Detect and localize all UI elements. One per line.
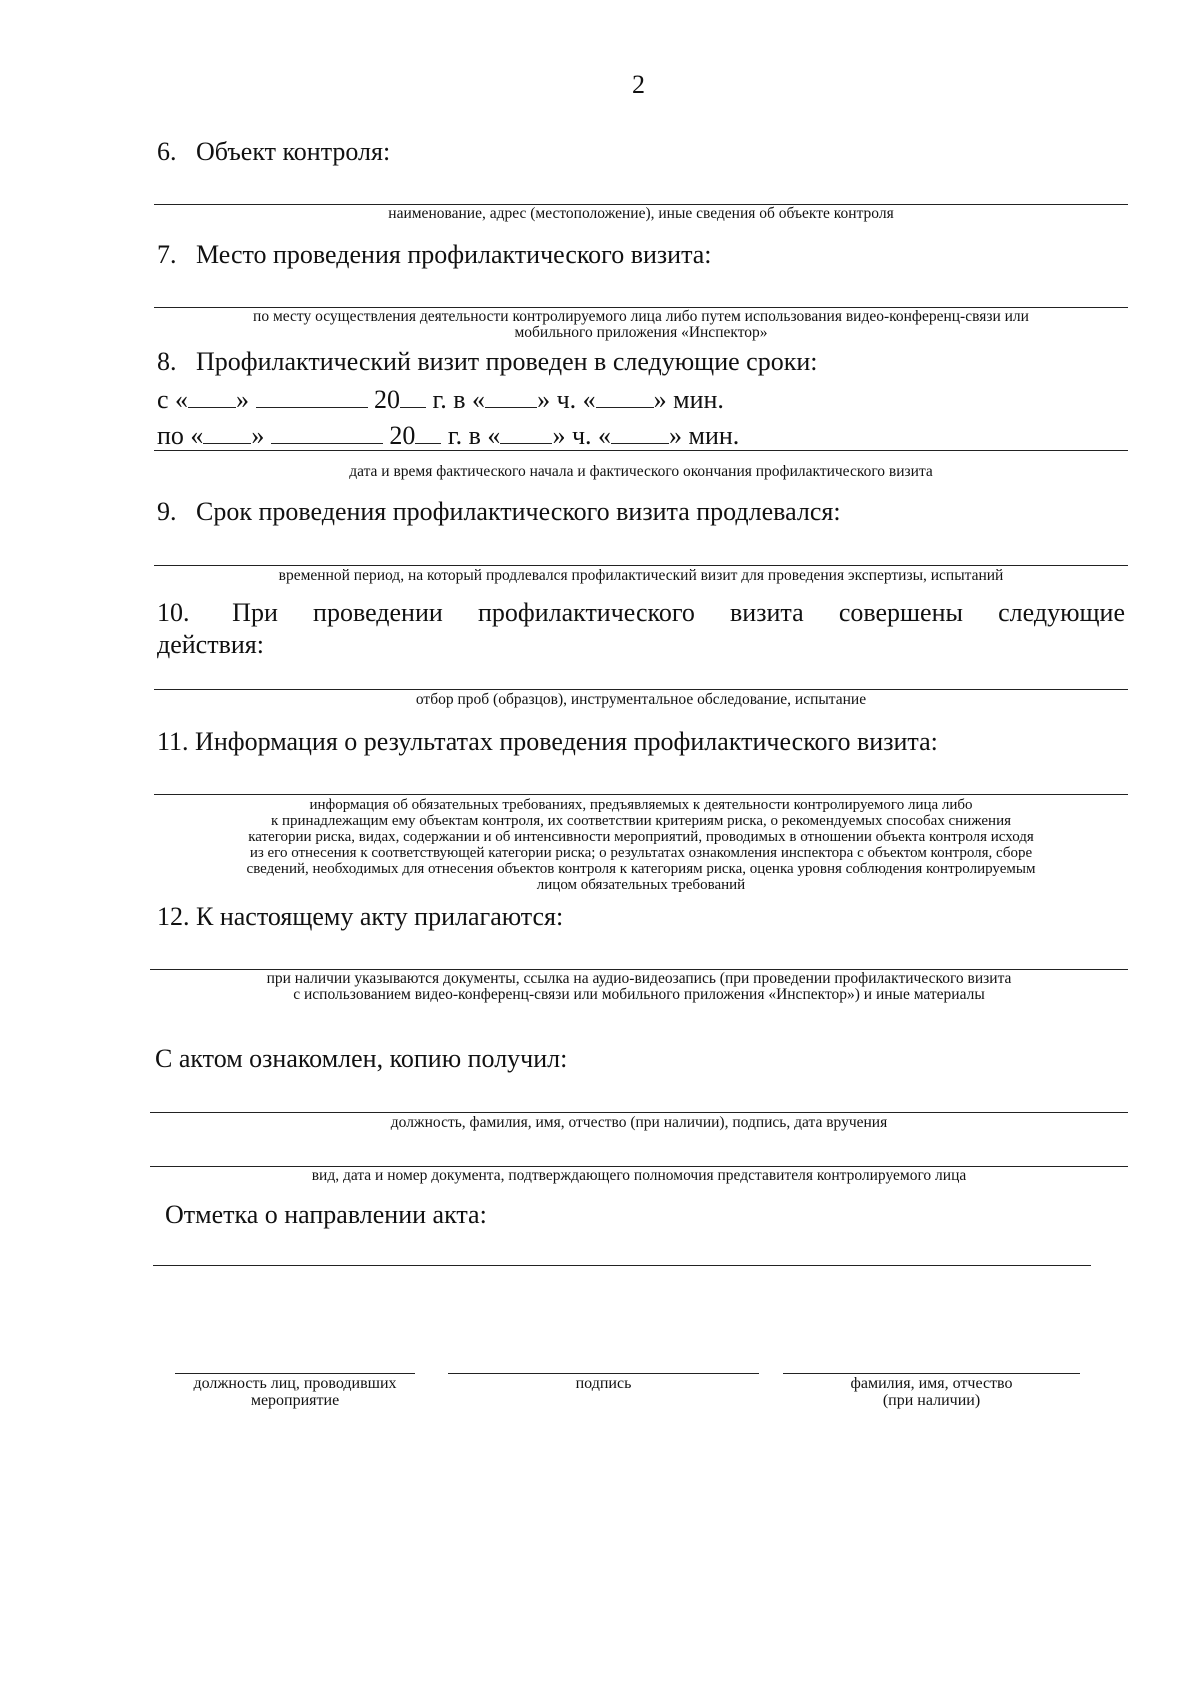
title-word: совершены bbox=[838, 598, 963, 627]
field-caption-line: информация об обязательных требованиях, предъявляемых к деятельности контролируемого лица либо bbox=[309, 797, 973, 813]
section-9-heading bbox=[157, 497, 841, 527]
section-number: 9. bbox=[157, 497, 177, 526]
month-blank bbox=[256, 387, 368, 408]
section-number: 10. bbox=[157, 598, 190, 627]
mark-heading: Отметка о направлении акта: bbox=[165, 1200, 487, 1229]
day-blank bbox=[203, 423, 251, 444]
section-8-heading bbox=[157, 347, 817, 377]
title-word: При bbox=[232, 598, 278, 627]
fill-line bbox=[154, 565, 1128, 566]
field-caption-line: с использованием видео-конференц-связи или мобильного приложения «Инспектор») и иные материалы bbox=[293, 986, 985, 1003]
end-date-line bbox=[157, 421, 739, 451]
fill-line bbox=[153, 1265, 1091, 1266]
field-caption-line: из его отнесения к соответствующей категории риска; о результатах ознакомления инспектора с объектом контроля, сборе bbox=[249, 845, 1033, 861]
signature-caption: подпись bbox=[575, 1375, 632, 1392]
hour-blank bbox=[485, 387, 537, 408]
field-caption: временной период, на который продлевался профилактический визит для проведения экспертизы, испытаний bbox=[278, 567, 1004, 584]
fill-line bbox=[150, 1112, 1128, 1113]
section-6-heading bbox=[157, 137, 390, 167]
quote-close: » bbox=[251, 421, 265, 450]
quote-close: » bbox=[236, 385, 250, 414]
to-prefix: по « bbox=[157, 421, 204, 450]
day-blank bbox=[188, 387, 236, 408]
month-blank bbox=[271, 423, 383, 444]
hour-blank bbox=[500, 423, 552, 444]
field-caption: вид, дата и номер документа, подтверждающего полномочия представителя контролируемого лица bbox=[311, 1167, 967, 1184]
hour-suffix: » ч. « bbox=[552, 421, 612, 450]
section-title-continuation: действия: bbox=[157, 630, 264, 659]
section-title: К настоящему акту прилагаются: bbox=[196, 902, 564, 931]
section-number: 6. bbox=[157, 137, 177, 166]
title-word: следующие bbox=[998, 598, 1125, 627]
fill-line bbox=[154, 794, 1128, 795]
hour-label: г. в « bbox=[432, 385, 486, 414]
from-prefix: с « bbox=[157, 385, 189, 414]
section-number: 7. bbox=[157, 240, 177, 269]
section-number: 8. bbox=[157, 347, 177, 376]
name-caption-line: (при наличии) bbox=[882, 1392, 981, 1409]
year-blank bbox=[415, 423, 441, 444]
field-caption-line: по месту осуществления деятельности контролируемого лица либо путем использования видео-конференц-связи или bbox=[253, 308, 1029, 325]
section-12-heading bbox=[157, 902, 563, 932]
field-caption: дата и время фактического начала и фактического окончания профилактического визита bbox=[349, 463, 933, 480]
section-title: Место проведения профилактического визита: bbox=[196, 240, 712, 269]
field-caption: должность, фамилия, имя, отчество (при наличии), подпись, дата вручения bbox=[390, 1114, 888, 1131]
name-caption-line: фамилия, имя, отчество bbox=[850, 1375, 1013, 1392]
page-number: 2 bbox=[632, 70, 645, 99]
title-word: проведении bbox=[313, 598, 443, 627]
signature-line bbox=[448, 1373, 759, 1374]
section-title: Информация о результатах проведения профилактического визита: bbox=[195, 727, 938, 756]
field-caption-line: лицом обязательных требований bbox=[536, 877, 746, 893]
title-word: профилактического bbox=[477, 598, 695, 627]
section-title: Профилактический визит проведен в следующие сроки: bbox=[196, 347, 818, 376]
field-caption: наименование, адрес (местоположение), иные сведения об объекте контроля bbox=[388, 205, 894, 222]
name-signature-line bbox=[783, 1373, 1080, 1374]
year-prefix: 20 bbox=[389, 421, 416, 450]
position-caption-line: должность лиц, проводивших bbox=[193, 1375, 397, 1392]
section-7-heading bbox=[157, 240, 712, 270]
hour-suffix: » ч. « bbox=[537, 385, 596, 414]
field-caption: отбор проб (образцов), инструментальное обследование, испытание bbox=[415, 691, 867, 708]
field-caption-line: категории риска, видах, содержании и об интенсивности мероприятий, проводимых в отношении объекта контроля исходя bbox=[248, 829, 1034, 845]
position-signature-line bbox=[175, 1373, 415, 1374]
section-number: 11. bbox=[157, 727, 189, 756]
start-date-line bbox=[157, 385, 724, 415]
fill-line bbox=[154, 450, 1128, 451]
minute-suffix: » мин. bbox=[669, 421, 740, 450]
field-caption-line: мобильного приложения «Инспектор» bbox=[514, 324, 768, 341]
position-caption-line: мероприятие bbox=[250, 1392, 340, 1409]
field-caption-line: сведений, необходимых для отнесения объектов контроля к категориям риска, оценка уровня соблюдения контролируемым bbox=[246, 861, 1036, 877]
section-number: 12. bbox=[157, 902, 190, 931]
year-blank bbox=[400, 387, 426, 408]
hour-label: г. в « bbox=[447, 421, 501, 450]
section-title: Срок проведения профилактического визита продлевался: bbox=[196, 497, 841, 526]
field-caption-line: к принадлежащим ему объектам контроля, их соответствии критериям риска, о рекомендуемых способах снижения bbox=[270, 813, 1012, 829]
minute-blank bbox=[596, 387, 654, 408]
field-caption-line: при наличии указываются документы, ссылка на аудио-видеозапись (при проведении профилактического визита bbox=[266, 970, 1012, 987]
section-10-heading bbox=[157, 598, 1125, 628]
fill-line bbox=[154, 689, 1128, 690]
title-word: визита bbox=[730, 598, 804, 627]
minute-blank bbox=[611, 423, 669, 444]
section-title: Объект контроля: bbox=[196, 137, 391, 166]
year-prefix: 20 bbox=[374, 385, 401, 414]
section-11-heading bbox=[157, 727, 938, 757]
minute-suffix: » мин. bbox=[653, 385, 724, 414]
acknowledgement-heading: С актом ознакомлен, копию получил: bbox=[155, 1044, 568, 1073]
